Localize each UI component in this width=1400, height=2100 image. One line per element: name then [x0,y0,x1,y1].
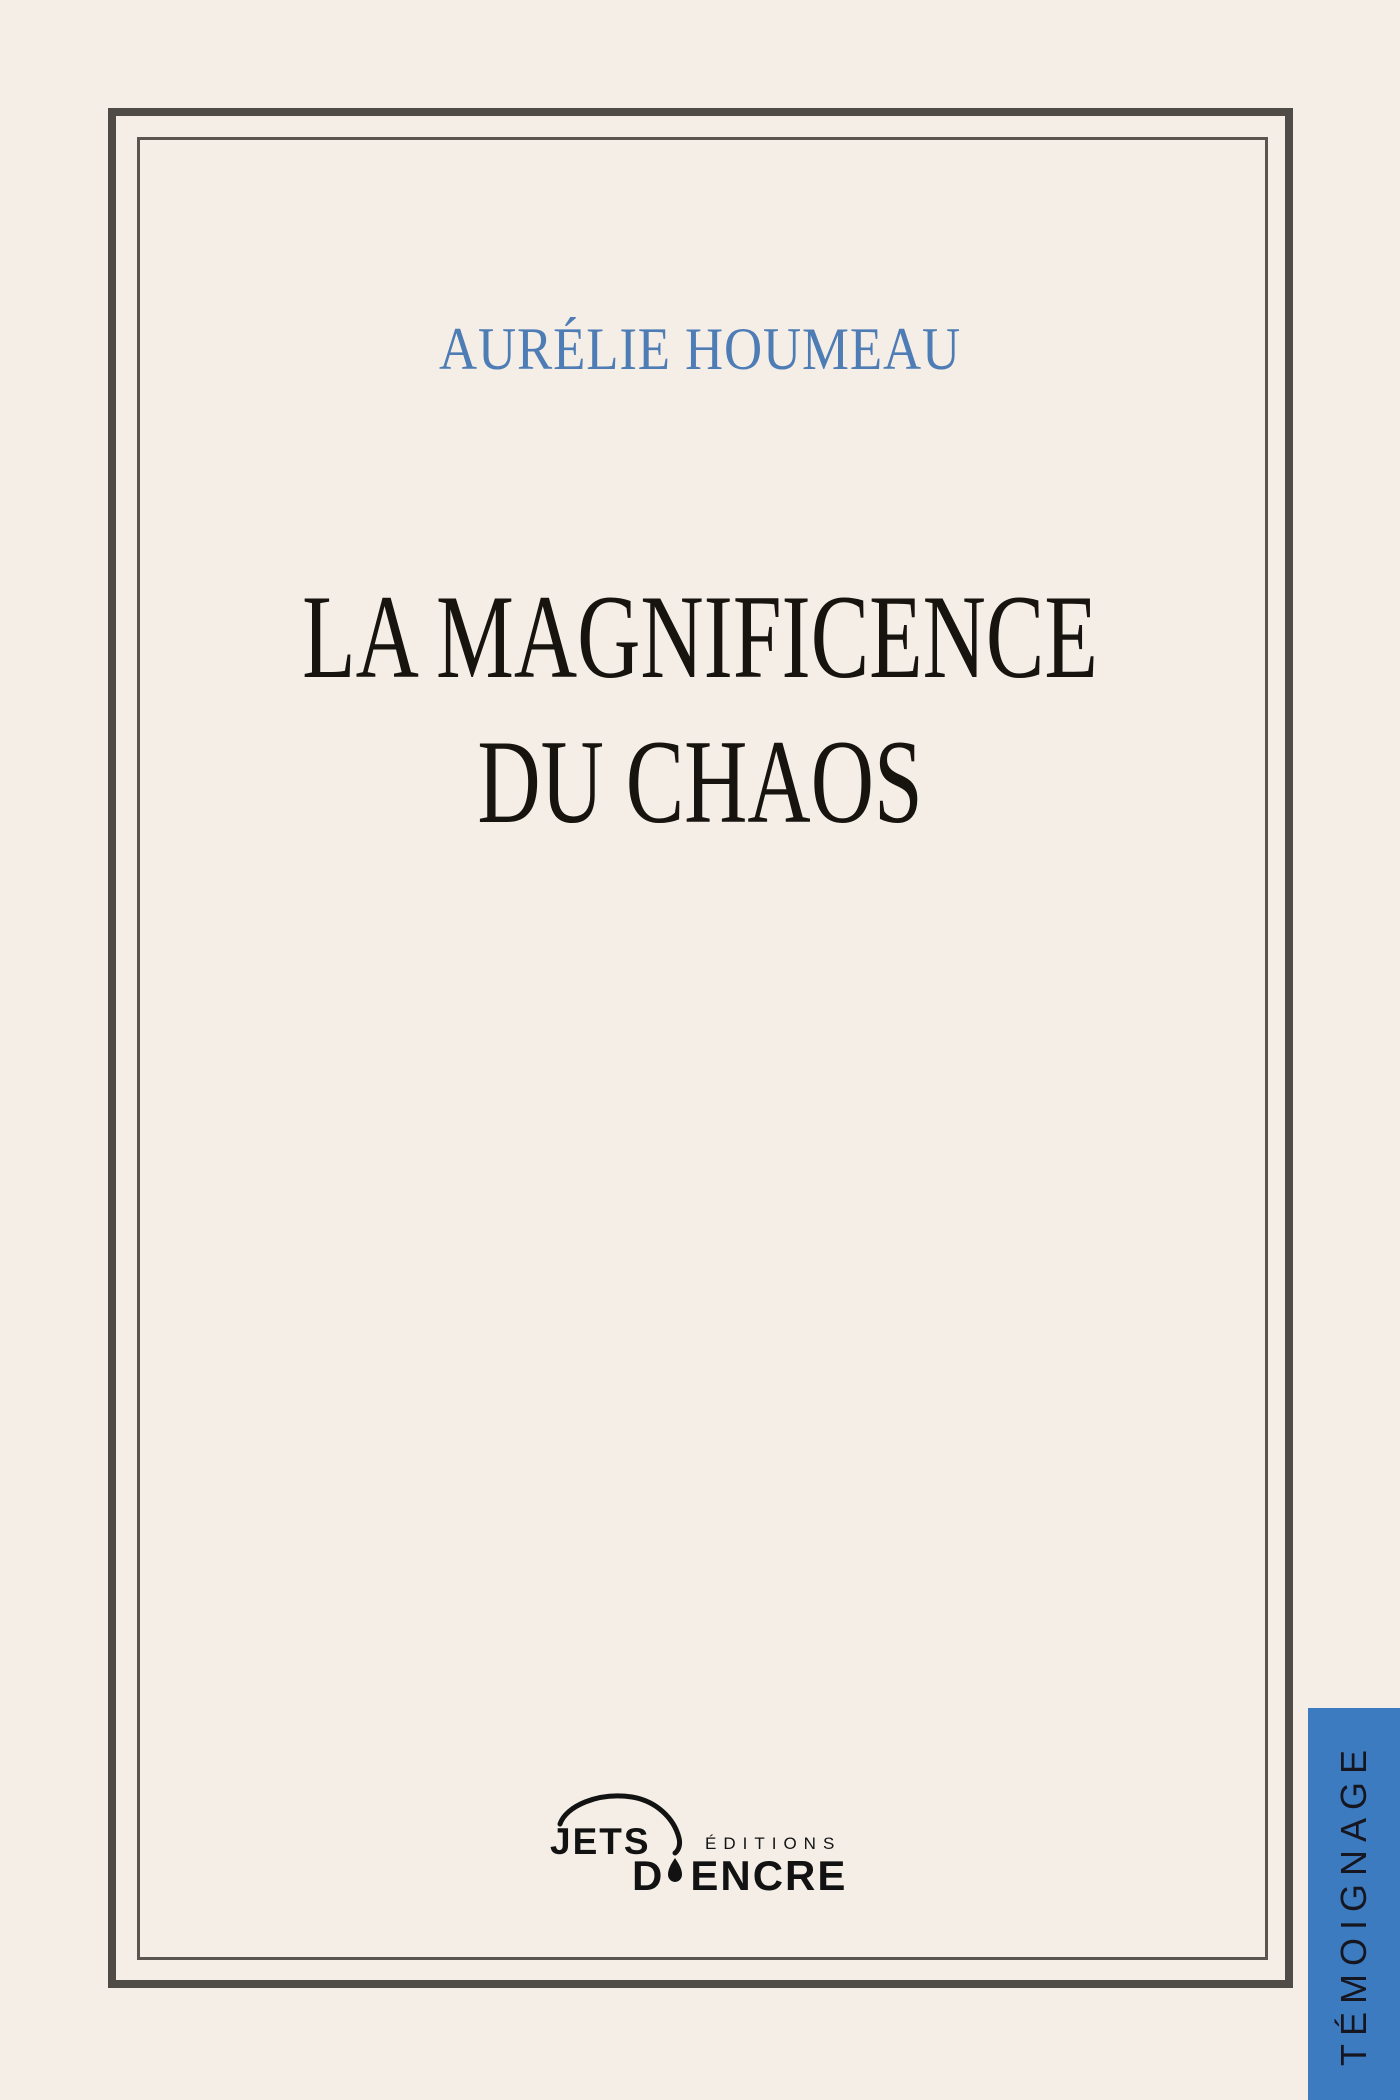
category-spine-label: TÉMOIGNAGE [1333,1741,1374,2067]
category-spine-band [1308,1708,1400,2100]
publisher-word-dencre [632,1852,848,1899]
author-name: AURÉLIE HOUMEAU [438,316,962,382]
cover-border-inner [137,137,1268,1960]
publisher-word-dencre-suffix: ENCRE [690,1852,848,1899]
book-title-line-2: DU CHAOS [477,715,923,848]
publisher-word-dencre-prefix: D [632,1852,665,1899]
publisher-tagline-editions: ÉDITIONS [705,1834,842,1853]
book-title-line-1: LA MAGNIFICENCE [302,570,1098,703]
publisher-word-jets: JETS [550,1821,651,1862]
publisher-logo [540,1790,880,1905]
